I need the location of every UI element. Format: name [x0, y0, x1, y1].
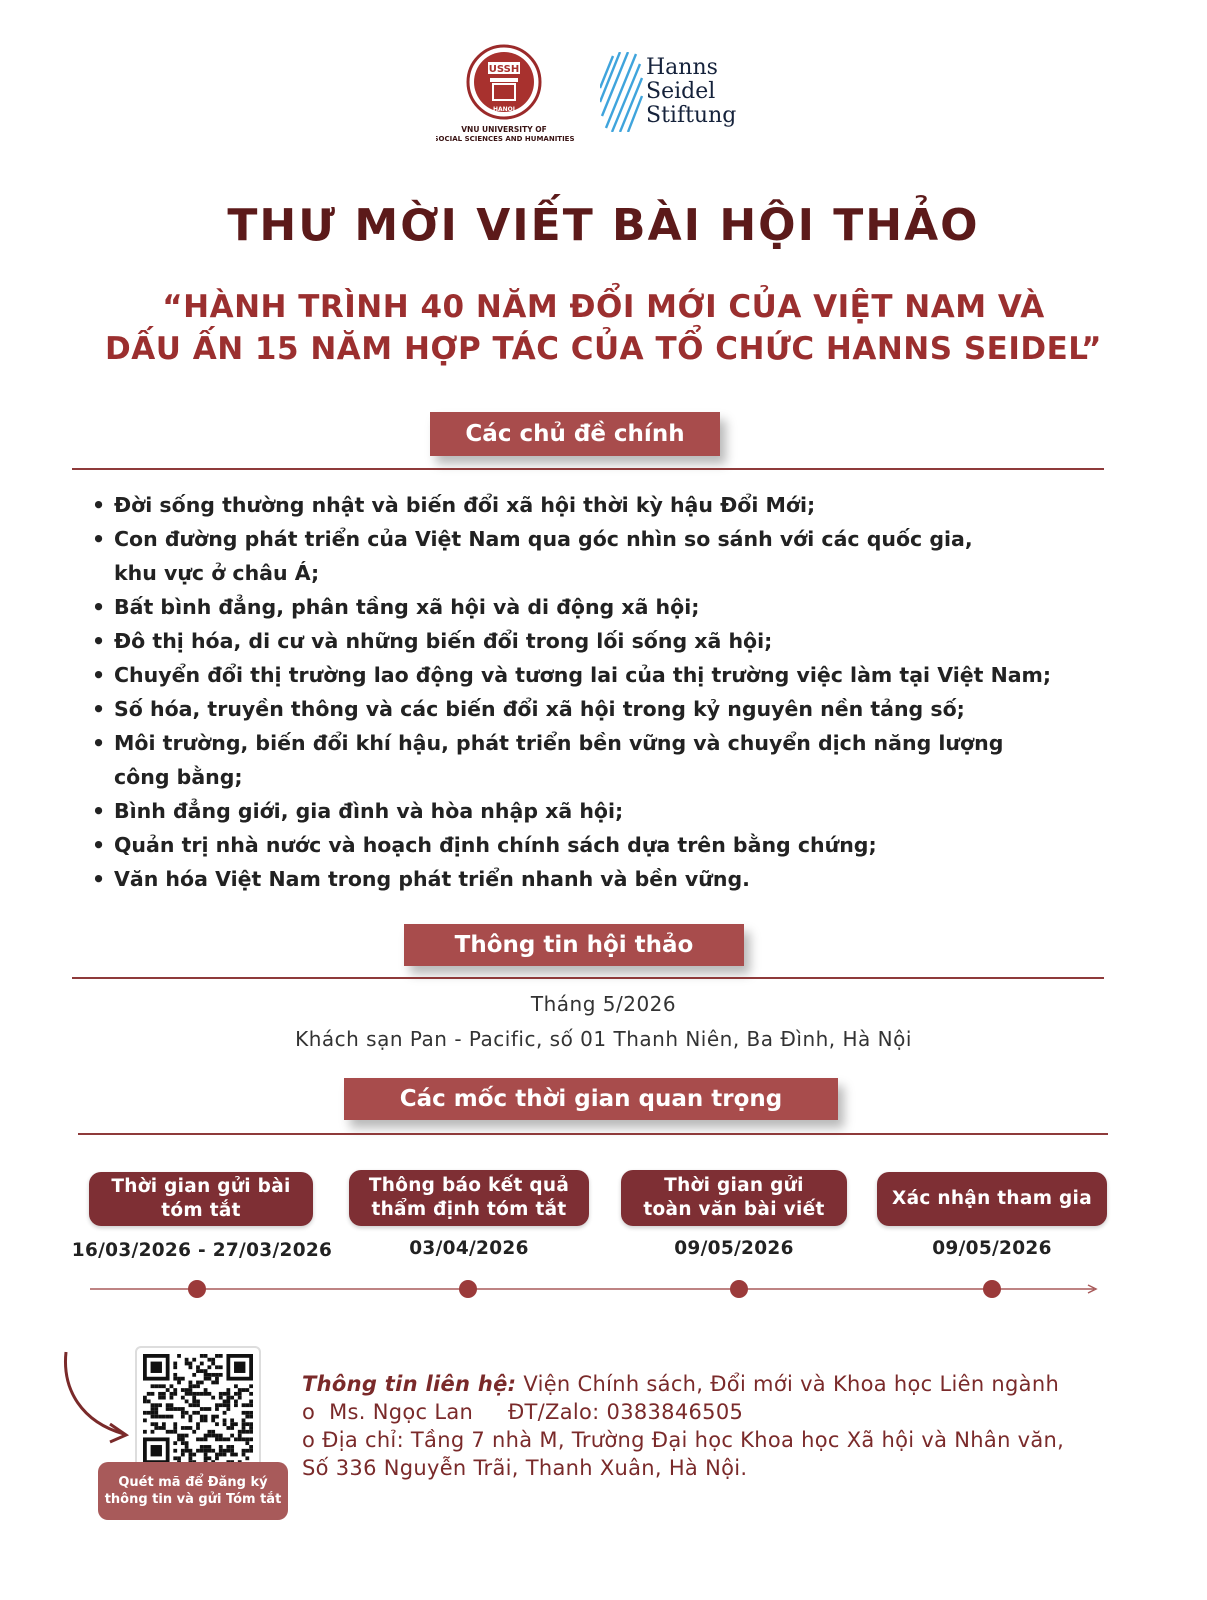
ussh-emblem-bottom: HANOI — [492, 106, 516, 113]
milestone-box: Thông báo kết quả thẩm định tóm tắt — [349, 1170, 589, 1226]
list-item: • Số hóa, truyền thông và các biến đổi xã hội trong kỷ nguyên nền tảng số; — [92, 692, 1152, 726]
divider-topics — [72, 468, 1104, 470]
list-item: • Bất bình đẳng, phân tầng xã hội và di động xã hội; — [92, 590, 1152, 624]
milestone-date: 09/05/2026 — [932, 1238, 1052, 1259]
timeline-axis — [86, 1280, 1106, 1300]
registration-qr-code[interactable] — [135, 1346, 261, 1472]
conference-date: Tháng 5/2026 — [530, 992, 677, 1016]
list-item: • Bình đẳng giới, gia đình và hòa nhập xã hội; — [92, 794, 1152, 828]
section-heading-info: Thông tin hội thảo — [404, 924, 744, 966]
qr-code-icon — [143, 1354, 253, 1464]
list-item: • Quản trị nhà nước và hoạch định chính sách dựa trên bằng chứng; — [92, 828, 1152, 862]
hanns-seidel-logo — [600, 52, 750, 138]
contact-person: o Ms. Ngọc Lan ĐT/Zalo: 0383846505 — [302, 1400, 744, 1424]
list-item: • Con đường phát triển của Việt Nam qua góc nhìn so sánh với các quốc gia, khu vực ở châu Á; — [92, 522, 1152, 590]
contact-address-2: Số 336 Nguyễn Trãi, Thanh Xuân, Hà Nội. — [302, 1456, 748, 1480]
list-item: • Đô thị hóa, di cư và những biến đổi trong lối sống xã hội; — [92, 624, 1152, 658]
hss-line-1: Hanns — [646, 55, 718, 80]
hss-line-3: Stiftung — [646, 103, 737, 128]
curved-arrow-icon — [54, 1350, 134, 1450]
timeline-dot — [730, 1280, 748, 1298]
list-item: • Chuyển đổi thị trường lao động và tương lai của thị trường việc làm tại Việt Nam; — [92, 658, 1152, 692]
subtitle-line-1: “HÀNH TRÌNH 40 NĂM ĐỔI MỚI CỦA VIỆT NAM VÀ — [162, 289, 1045, 325]
contact-lead: Thông tin liên hệ: — [302, 1372, 517, 1396]
timeline-dot — [188, 1280, 206, 1298]
milestone-date: 03/04/2026 — [409, 1238, 529, 1259]
page-subtitle — [0, 286, 1207, 370]
timeline-dot — [983, 1280, 1001, 1298]
timeline-dot — [459, 1280, 477, 1298]
milestone-box: Thời gian gửi toàn văn bài viết — [621, 1170, 847, 1226]
page-title: THƯ MỜI VIẾT BÀI HỘI THẢO — [227, 200, 980, 251]
milestone-date: 16/03/2026 - 27/03/2026 — [71, 1240, 333, 1261]
contact-address-1: o Địa chỉ: Tầng 7 nhà M, Trường Đại học Khoa học Xã hội và Nhân văn, — [302, 1428, 1065, 1452]
divider-timeline — [78, 1133, 1108, 1135]
ussh-caption-1: VNU UNIVERSITY OF — [461, 125, 547, 134]
hss-line-2: Seidel — [646, 79, 716, 104]
ussh-caption-2: SOCIAL SCIENCES AND HUMANITIES — [436, 135, 575, 143]
conference-venue: Khách sạn Pan - Pacific, số 01 Thanh Niên, Ba Đình, Hà Nội — [295, 1027, 912, 1051]
section-heading-timeline: Các mốc thời gian quan trọng — [344, 1078, 838, 1120]
section-heading-topics: Các chủ đề chính — [430, 412, 720, 456]
hss-stripes-icon — [600, 52, 644, 132]
milestone-date: 09/05/2026 — [674, 1238, 794, 1259]
list-item: • Đời sống thường nhật và biến đổi xã hội thời kỳ hậu Đổi Mới; — [92, 488, 1152, 522]
contact-org: Viện Chính sách, Đổi mới và Khoa học Liên ngành — [516, 1372, 1060, 1396]
milestone-box: Xác nhận tham gia — [877, 1172, 1107, 1226]
divider-info — [72, 977, 1104, 979]
ussh-logo — [436, 42, 596, 154]
ussh-emblem-text: USSH — [488, 64, 520, 75]
list-item: • Văn hóa Việt Nam trong phát triển nhanh và bền vững. — [92, 862, 1152, 896]
list-item: • Môi trường, biến đổi khí hậu, phát triển bền vững và chuyển dịch năng lượng công bằng; — [92, 726, 1152, 794]
contact-info — [302, 1370, 1182, 1482]
qr-caption: Quét mã để Đăng ký thông tin và gửi Tóm tắt — [98, 1462, 288, 1520]
topics-list — [92, 488, 1152, 896]
milestone-box: Thời gian gửi bài tóm tắt — [89, 1172, 313, 1226]
subtitle-line-2: DẤU ẤN 15 NĂM HỢP TÁC CỦA TỔ CHỨC HANNS SEIDEL” — [105, 331, 1102, 367]
